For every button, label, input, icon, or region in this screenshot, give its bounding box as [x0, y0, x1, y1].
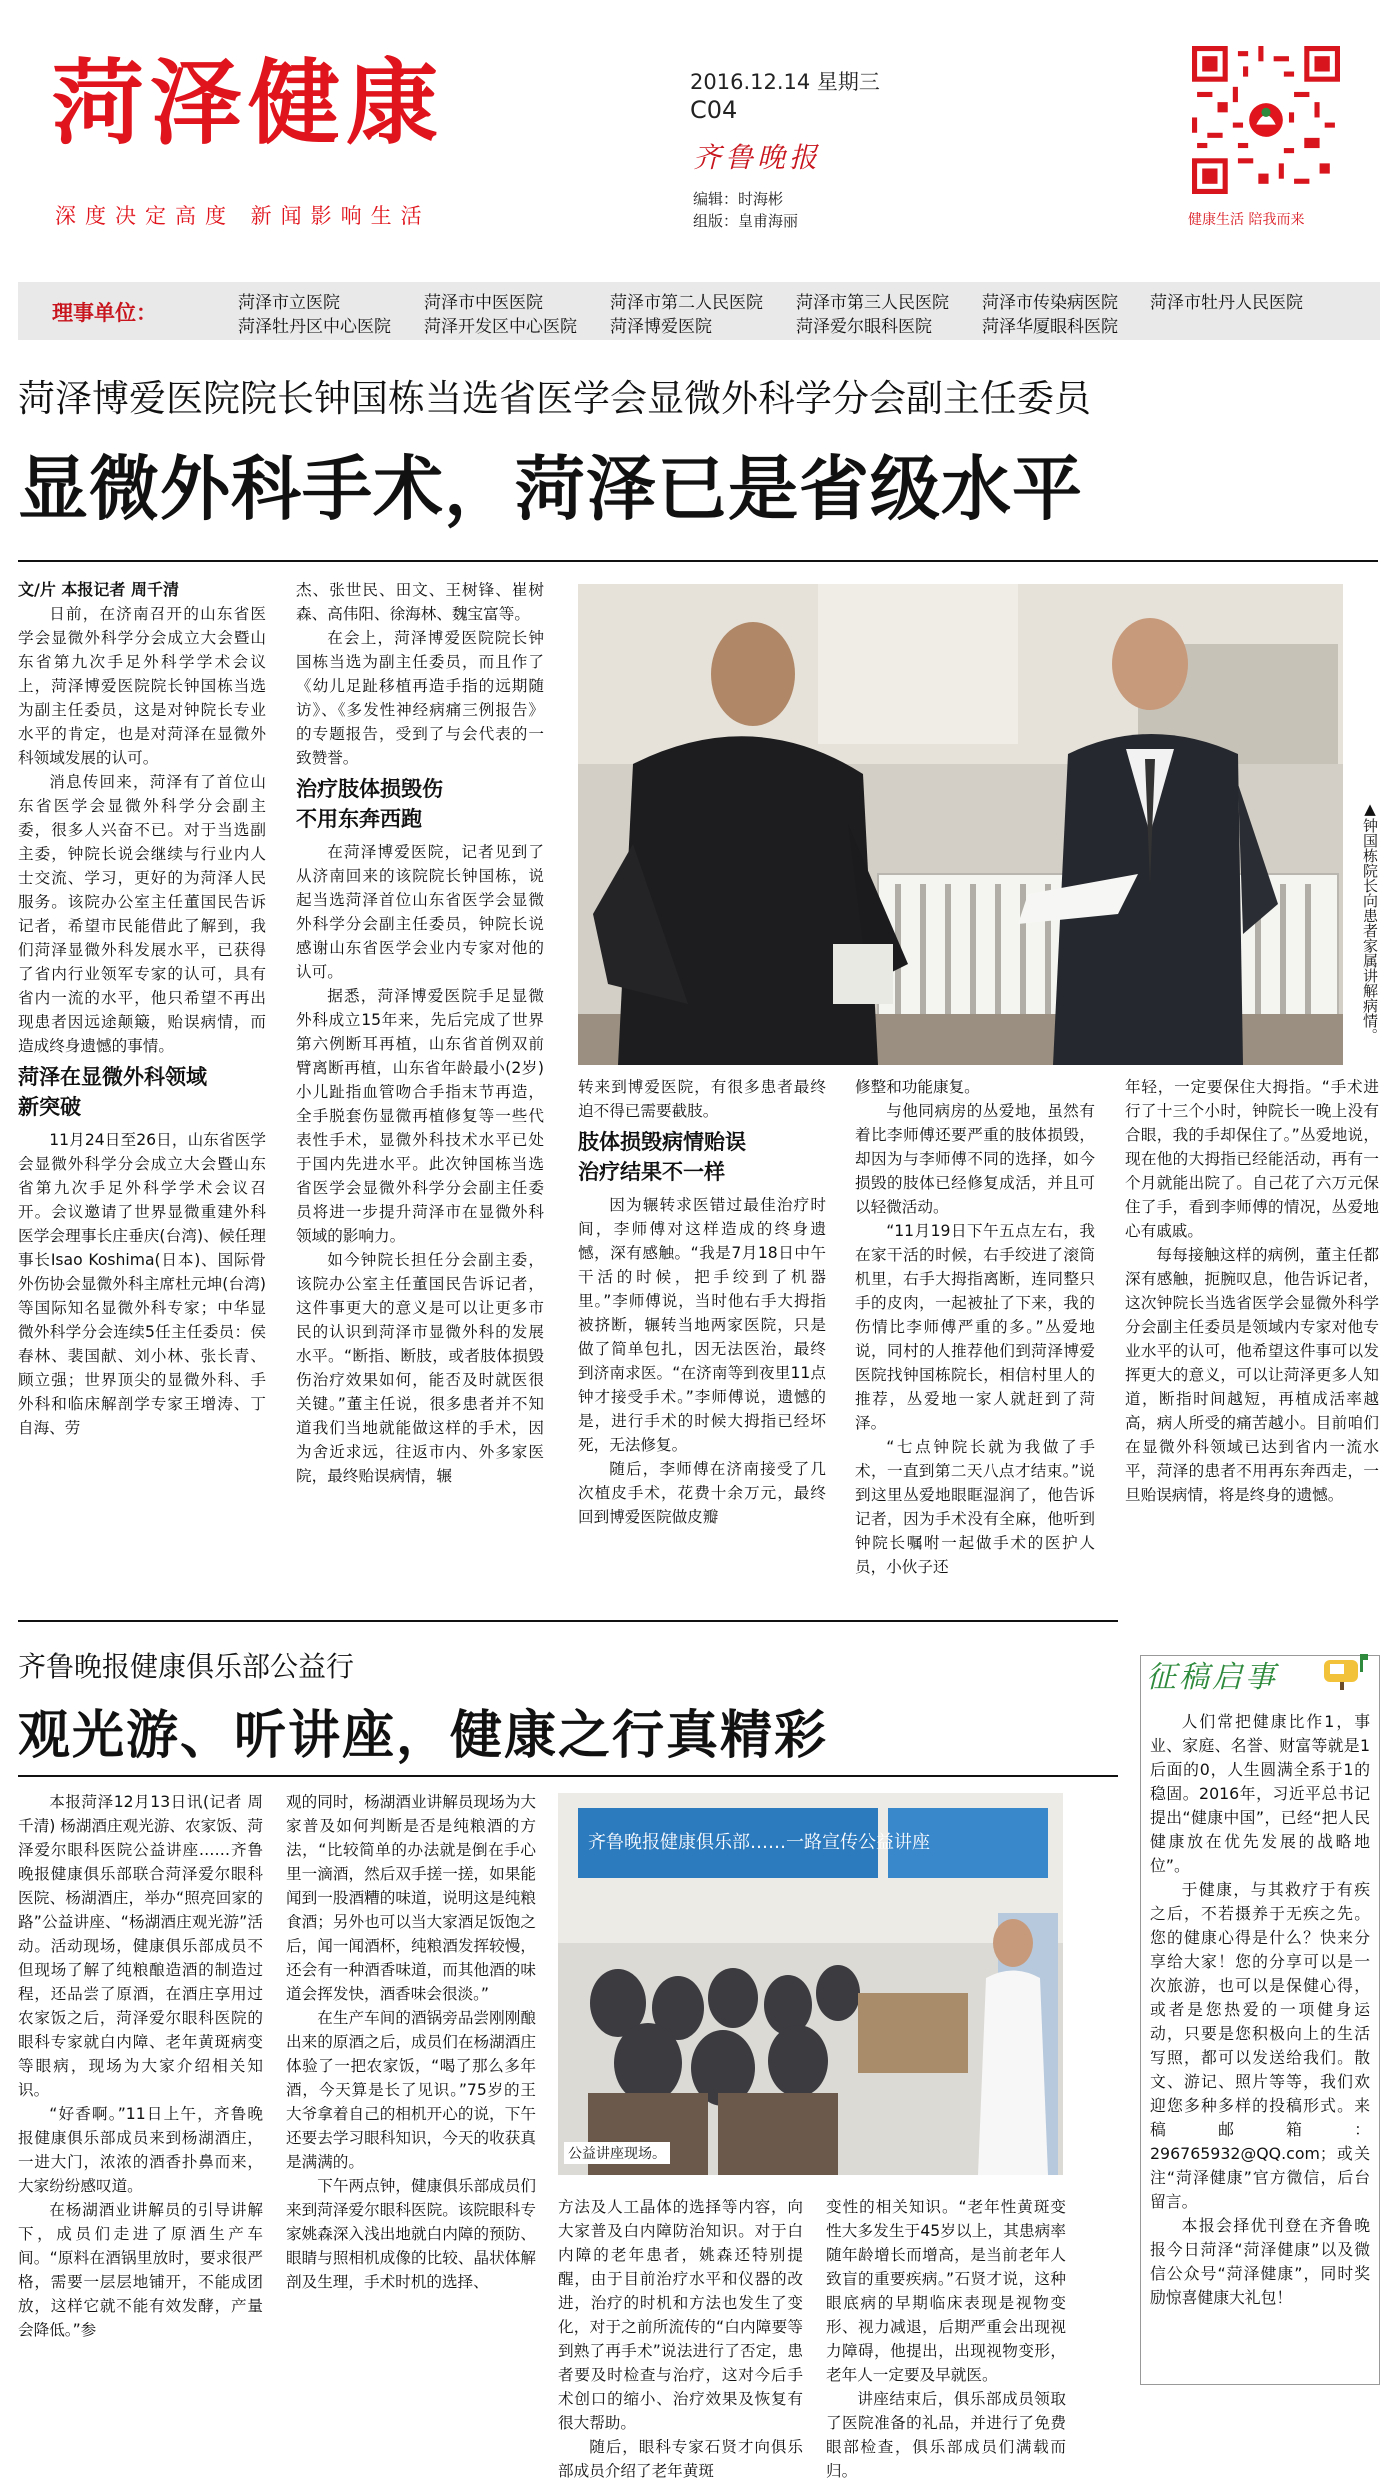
paragraph: 杰、张世民、田文、王树锋、崔树森、高伟阳、徐海林、魏宝富等。 [296, 581, 544, 623]
editor-credit: 编辑：时海彬 [693, 190, 784, 208]
story2-photo-caption: 公益讲座现场。 [564, 2142, 670, 2164]
paragraph: “七点钟院长就为我做了手术，一直到第二天八点才结束。”说到这里丛爱地眼眶湿润了，他告诉记者，因为手术没有全麻，他听到钟院长嘱咐一起做手术的医护人员，小伙子还 [855, 1438, 1095, 1576]
qr-code-icon [1192, 46, 1340, 194]
paragraph: 方法及人工晶体的选择等内容，向大家普及白内障防治知识。对于白内障的老年患者，姚森还特别提醒，由于目前治疗水平和仪器的改进，治疗的时机和方法也发生了变化，对于之前所流传的“白内障要等到熟了再手术”说法进行了否定，患者要及时检查与治疗，这对今后手术创口的缩小、治疗效果及恢复有很大帮助。 [558, 2198, 803, 2432]
story2-column-3 [558, 2195, 803, 2480]
paragraph: 11月24日至26日，山东省医学会显微外科学分会成立大会暨山东省第九次手足外科学学术会议召开。会议邀请了世界显微重建外科医学会理事长庄垂庆(台湾)、候任理事长Isao Koshima(日本)、国际骨外伤协会显微外科主席杜元坤(台湾)等国际知名显微外科专家；中华显微外科学分会连续5任主任委员：侯春林、裴国献、刘小林、张长青、顾立强；世界顶尖的显微外科、手外科和临床解剖学专家王增涛、丁自海、劳 [18, 1131, 266, 1437]
paragraph: 消息传回来，菏泽有了首位山东省医学会显微外科学分会副主委，很多人兴奋不已。对于当选副主委，钟院长说会继续与行业内人士交流、学习，更好的为菏泽人民服务。该院办公室主任董国民告诉记者，希望市民能借此了解到，我们菏泽显微外科发展水平，已获得了省内行业领军专家的认可，具有省内一流的水平，他只希望不再出现患者因远途颠簸，贻误病情，而造成终身遗憾的事情。 [18, 773, 266, 1055]
council-member: 菏泽牡丹区中心医院 [238, 317, 391, 337]
masthead-slogan: 深度决定高度 新闻影响生活 [55, 204, 431, 228]
qr-caption: 健康生活 陪我而来 [1188, 212, 1305, 228]
paragraph: 在会上，菏泽博爱医院院长钟国栋当选为副主任委员，而且作了《幼儿足趾移植再造手指的远期随访》、《多发性神经病痛三例报告》的专题报告，受到了与会代表的一致赞誉。 [296, 629, 544, 767]
council-member: 菏泽市第二人民医院 [610, 293, 763, 313]
story2-photo [558, 1793, 1063, 2175]
newspaper-brand: 齐鲁晚报 [693, 141, 822, 174]
story2-column-1 [18, 1790, 263, 2385]
submission-notice-text [1150, 1710, 1370, 2375]
story2-column-2 [286, 1790, 536, 2385]
paragraph: 变性的相关知识。“老年性黄斑变性大多发生于45岁以上，其患病率随年龄增长而增高，是当前老年人致盲的重要疾病。”石贤才说，这种眼底病的早期临床表现是视物变形、视力减退，后期严重会出现视力障碍，他提出，出现视物变形，老年人一定要及早就医。 [826, 2198, 1066, 2384]
paragraph: 因为辗转求医错过最佳治疗时间，李师傅对这样造成的终身遗憾，深有感触。“我是7月18日中午干活的时候，把手绞到了机器里。”李师傅说，当时他右手大拇指被挤断，辗转当地两家医院，只是做了简单包扎，因无法医治，最终到济南求医。“在济南等到夜里11点钟才接受手术。”李师傅说，遗憾的是，进行手术的时候大拇指已经坏死，无法修复。 [578, 1196, 826, 1454]
paragraph: 如今钟院长担任分会副主委，该院办公室主任董国民告诉记者，这件事更大的意义是可以让更多市民的认识到菏泽市显微外科的发展水平。“断指、断肢，或者肢体损毁伤治疗效果如何，能否及时就医很关键。”董主任说，很多患者并不知道我们当地就能做这样的手术，因为舍近求远，往返市内、外多家医院，最终贻误病情，辗 [296, 1251, 544, 1485]
story1-column-5 [1125, 1075, 1379, 1605]
council-label: 理事单位： [52, 301, 157, 325]
byline: 文/片 本报记者 周千清 [18, 580, 179, 599]
paragraph: 修整和功能康复。 [855, 1078, 980, 1096]
paragraph: 日前，在济南召开的山东省医学会显微外科学分会成立大会暨山东省第九次手足外科学学术会议上，菏泽博爱医院院长钟国栋当选为副主任委员，这是对钟院长专业水平的肯定，也是对菏泽在显微外科领域发展的认可。 [18, 605, 266, 767]
paragraph: 在杨湖酒业讲解员的引导讲解下，成员们走进了原酒生产车间。“原料在酒锅里放时，要求很严格，需要一层层地铺开，不能成团放，这样它就不能有效发酵，产量会降低。”参 [18, 2201, 263, 2339]
paragraph: 与他同病房的丛爱地，虽然有着比李师傅还要严重的肢体损毁，却因为与李师傅不同的选择，如今损毁的肢体已经修复成活，并且可以轻微活动。 [855, 1102, 1095, 1216]
paragraph: 于健康，与其救疗于有疾之后，不若摄养于无疾之先。您的健康心得是什么？快来分享给大家！您的分享可以是一次旅游，也可以是保健心得，或者是您热爱的一项健身运动，只要是您积极向上的生活写照，都可以发送给我们。散文、游记、照片等等，我们欢迎您多种多样的投稿形式。来稿邮箱：296765932@QQ.com；或关注“菏泽健康”官方微信，后台留言。 [1150, 1880, 1370, 2211]
paragraph: 据悉，菏泽博爱医院手足显微外科成立15年来，先后完成了世界第六例断耳再植，山东省首例双前臂离断再植，山东省年龄最小(2岁)小儿趾指血管吻合手指末节再造，全手脱套伤显微再植修复等一些代表性手术，显微外科技术水平已处于国内先进水平。此次钟国栋当选省医学会显微外科学分会副主任委员将进一步提升菏泽市在显微外科领域的影响力。 [296, 987, 544, 1245]
mailbox-icon [1320, 1650, 1368, 1690]
paragraph: 本报菏泽12月13日讯(记者 周千清) 杨湖酒庄观光游、农家饭、菏泽爱尔眼科医院公益讲座……齐鲁晚报健康俱乐部联合菏泽爱尔眼科医院、杨湖酒庄，举办“照亮回家的路”公益讲座、“杨湖酒庄观光游”活动。活动现场，健康俱乐部成员不但现场了解了纯粮酿造酒的制造过程，还品尝了原酒，在酒庄享用过农家饭之后，菏泽爱尔眼科医院的眼科专家就白内障、老年黄斑病变等眼病，现场为大家介绍相关知识。 [18, 1793, 263, 2099]
paragraph: 人们常把健康比作1，事业、家庭、名誉、财富等就是1后面的0，人生圆满全系于1的稳固。2016年，习近平总书记提出“健康中国”，已经“把人民健康放在优先发展的战略地位”。 [1150, 1712, 1370, 1875]
council-member: 菏泽市中医医院 [424, 293, 543, 313]
story1-column-1 [18, 578, 266, 1603]
council-member: 菏泽市牡丹人民医院 [1150, 293, 1303, 313]
paragraph: “11月19日下午五点左右，我在家干活的时候，右手绞进了滚筒机里，右手大拇指离断，连同整只手的皮肉，一起被扯了下来，我的伤情比李师傅严重的多。”丛爱地说，同村的人推荐他们到菏泽博爱医院找钟国栋院长，相信村里人的推荐，丛爱地一家人就赶到了菏泽。 [855, 1222, 1095, 1432]
paragraph: 每每接触这样的病例，董主任都深有感触，扼腕叹息，他告诉记者，这次钟院长当选省医学会显微外科学分会副主任委员是领域内专家对他专业水平的认可，他希望这件事可以发挥更大的意义，可以让菏泽更多人知道，断指时间越短，再植成活率越高，病人所受的痛苦越小。目前咱们在显微外科领域已达到省内一流水平，菏泽的患者不用再东奔西走，一旦贻误病情，将是终身的遗憾。 [1125, 1246, 1379, 1504]
story2-headline: 观光游、听讲座，健康之行真精彩 [18, 1706, 829, 1766]
paragraph: 本报会择优刊登在齐鲁晚报今日菏泽“菏泽健康”以及微信公众号“菏泽健康”，同时奖励惊喜健康大礼包！ [1150, 2216, 1370, 2307]
masthead-title: 菏泽健康 [52, 50, 445, 157]
paragraph: 观的同时，杨湖酒业讲解员现场为大家普及如何判断是否是纯粮酒的方法，“比较简单的办法就是倒在手心里一滴酒，然后双手搓一搓，如果能闻到一股酒糟的味道，说明这是纯粮食酒；另外也可以当大家酒足饭饱之后，闻一闻酒杯，纯粮酒发挥较慢，还会有一种酒香味道，而其他酒的味道会挥发快，酒香味会很淡。” [286, 1793, 536, 2003]
paragraph: 讲座结束后，俱乐部成员领取了医院准备的礼品，并进行了免费眼部检查，俱乐部成员们满载而归。 [826, 2390, 1066, 2480]
submission-notice-title: 征稿启事 [1146, 1660, 1278, 1695]
story1-subheadline: 菏泽博爱医院院长钟国栋当选省医学会显微外科学分会副主任委员 [18, 377, 1091, 420]
section-title: 菏泽在显微外科领域 新突破 [18, 1065, 207, 1119]
section-title: 肢体损毁病情贻误 治疗结果不一样 [578, 1130, 746, 1184]
story1-column-2 [296, 578, 544, 1603]
paragraph: 在菏泽博爱医院，记者见到了从济南回来的该院院长钟国栋，说起当选菏泽首位山东省医学会显微外科学分会副主任委员，钟院长说感谢山东省医学会业内专家对他的认可。 [296, 843, 544, 981]
layout-credit: 组版：皇甫海丽 [693, 212, 799, 230]
story1-photo-caption: ▲钟国栋院长向患者家属讲解病情。 [1361, 800, 1379, 1043]
council-member: 菏泽市第三人民医院 [796, 293, 949, 313]
paragraph: “好香啊。”11日上午，齐鲁晚报健康俱乐部成员来到杨湖酒庄，一进大门，浓浓的酒香扑鼻而来，大家纷纷感叹道。 [18, 2105, 263, 2195]
divider [18, 560, 1378, 562]
council-member: 菏泽市传染病医院 [982, 293, 1118, 313]
story1-headline: 显微外科手术，菏泽已是省级水平 [18, 448, 1083, 530]
divider [18, 1775, 1118, 1777]
page-code: C04 [690, 96, 738, 124]
council-member: 菏泽市立医院 [238, 293, 340, 313]
council-member: 菏泽华厦眼科医院 [982, 317, 1118, 337]
council-member: 菏泽开发区中心医院 [424, 317, 577, 337]
section-title: 治疗肢体损毁伤 不用东奔西跑 [296, 777, 443, 831]
issue-date: 2016.12.14 星期三 [690, 70, 880, 94]
council-member: 菏泽爱尔眼科医院 [796, 317, 932, 337]
divider [18, 1620, 1118, 1622]
story2-photo-banner: 齐鲁晚报健康俱乐部……一路宣传公益讲座 [588, 1832, 930, 1853]
council-member: 菏泽博爱医院 [610, 317, 712, 337]
paragraph: 转来到博爱医院，有很多患者最终迫不得已需要截肢。 [578, 1078, 826, 1120]
story1-column-4 [855, 1075, 1095, 1605]
paragraph: 下午两点钟，健康俱乐部成员们来到菏泽爱尔眼科医院。该院眼科专家姚森深入浅出地就白内障的预防、眼睛与照相机成像的比较、晶状体解剖及生理，手术时机的选择、 [286, 2177, 536, 2291]
story1-photo [578, 584, 1343, 1065]
paragraph: 随后，李师傅在济南接受了几次植皮手术，花费十余万元，最终回到博爱医院做皮瓣 [578, 1460, 826, 1526]
story1-column-3 [578, 1075, 826, 1605]
paragraph: 随后，眼科专家石贤才向俱乐部成员介绍了老年黄斑 [558, 2438, 803, 2480]
story2-subheadline: 齐鲁晚报健康俱乐部公益行 [18, 1650, 355, 1683]
story2-column-4 [826, 2195, 1066, 2480]
paragraph: 年轻，一定要保住大拇指。“手术进行了十三个小时，钟院长一晚上没有合眼，我的手却保住了。”丛爱地说，现在他的大拇指已经能活动，再有一个月就能出院了。自己花了六万元保住了手，看到李师傅的情况，丛爱地心有戚戚。 [1125, 1078, 1379, 1240]
paragraph: 在生产车间的酒锅旁品尝刚刚酿出来的原酒之后，成员们在杨湖酒庄体验了一把农家饭，“喝了那么多年酒，今天算是长了见识。”75岁的王大爷拿着自己的相机开心的说，下午还要去学习眼科知识，今天的收获真是满满的。 [286, 2009, 536, 2171]
